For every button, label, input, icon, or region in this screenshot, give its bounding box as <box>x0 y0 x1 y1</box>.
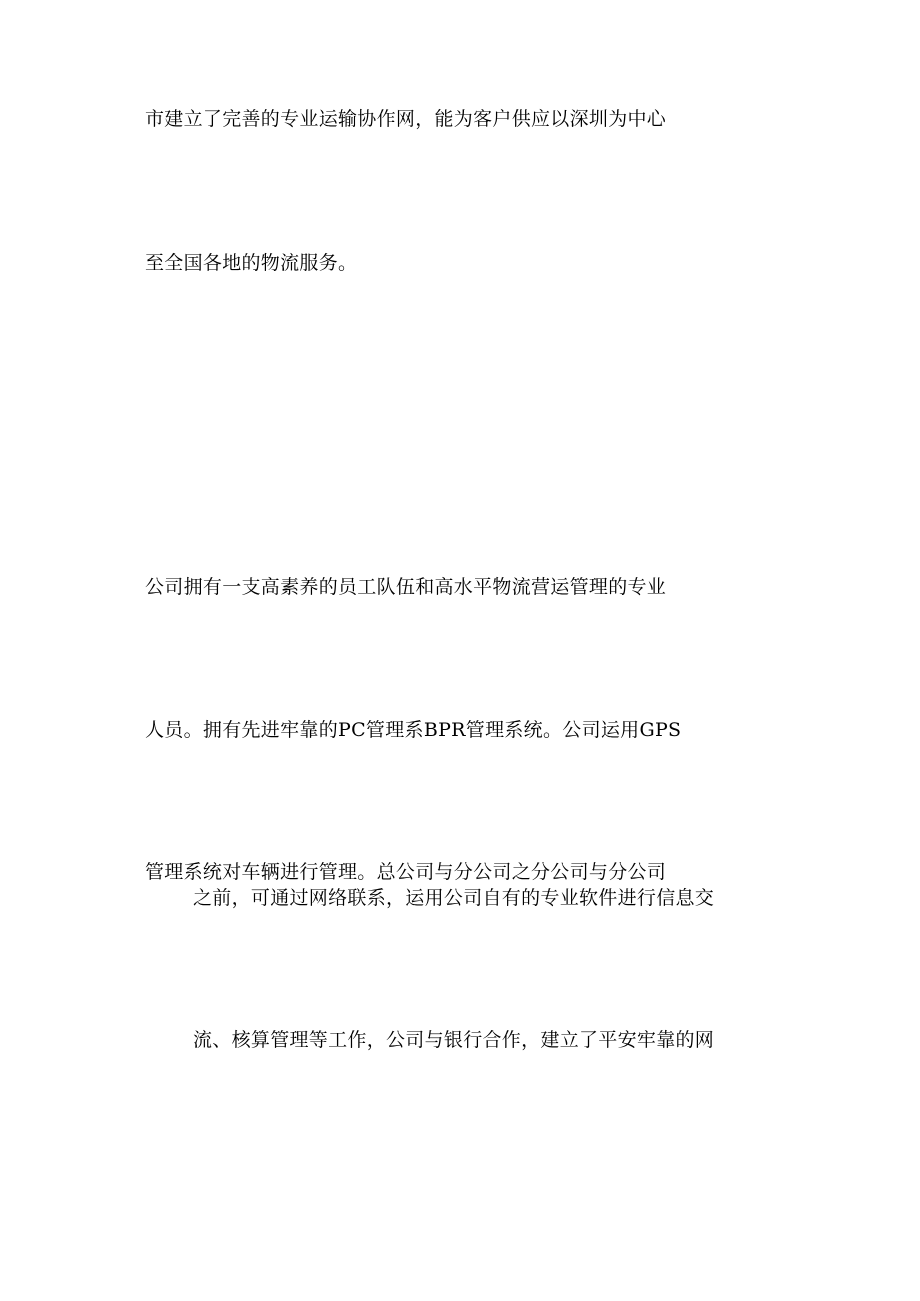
paragraph-line-2: 至全国各地的物流服务。 <box>145 252 358 274</box>
paragraph-line-3: 公司拥有一支高素养的员工队伍和高水平物流营运管理的专业 <box>145 576 667 598</box>
paragraph-line-4: 人员。拥有先进牢靠的PC管理系BPR管理系统。公司运用GPS <box>145 719 682 741</box>
paragraph-line-5: 管理系统对车辆进行管理。总公司与分公司之分公司与分公司 <box>145 861 667 883</box>
paragraph-line-1: 市建立了完善的专业运输协作网，能为客户供应以深圳为中心 <box>145 108 667 130</box>
paragraph-line-7: 流、核算管理等工作，公司与银行合作，建立了平安牢靠的网 <box>193 1029 715 1051</box>
paragraph-line-6: 之前，可通过网络联系，运用公司自有的专业软件进行信息交 <box>193 887 715 909</box>
